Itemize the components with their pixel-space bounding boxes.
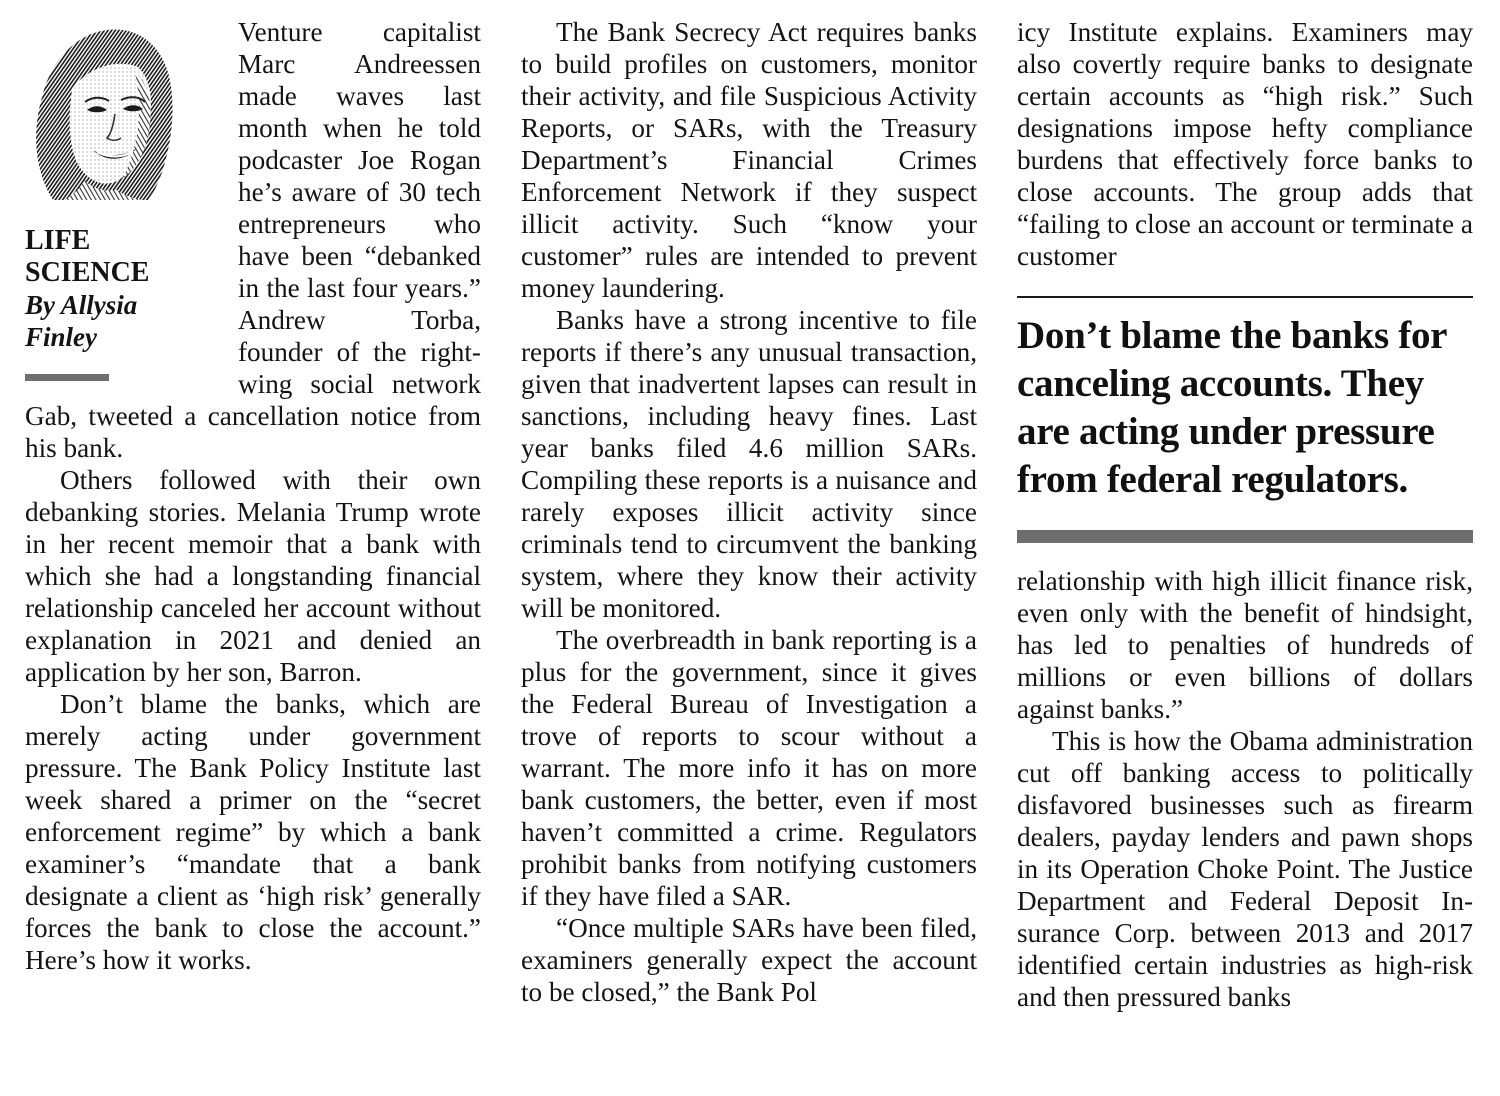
article-column-2 xyxy=(521,16,977,1008)
author-line2: Finley xyxy=(25,322,97,352)
paragraph: Banks have a strong incentive to file reports if there’s any unusual transaction, given that inadvertent lapses can result in sanctions, including heavy fines. Last year banks filed 4.6 million SARs. Compiling these reports is a nuisance and rarely exposes illicit activity since criminals tend to circumvent the banking system, where they know their activity will be monitored. xyxy=(521,305,977,623)
paragraph: This is how the Obama administration cut off banking access to politically disfavored businesses such as firearm dealers, payday lenders and pawn shops in its Operation Choke Point. The Justice Department and Federal Deposit Insurance Corp. between 2013 and 2017 identified certain industries as high-risk and then pressured banks xyxy=(1017,726,1473,1012)
pull-quote xyxy=(1017,296,1473,543)
column-name xyxy=(25,225,149,289)
paragraph: Don’t blame the banks, which are merely acting under government pressure. The Bank Policy Institute last week shared a primer on the “secret enforcement regime” by which a bank examiner’s “mandate that a bank designate a client as ‘high risk’ generally forces the bank to close the account.” Here’s how it works. xyxy=(25,689,481,975)
pull-quote-text: Don’t blame the banks for canceling accounts. They are acting under pressure from federal regulators. xyxy=(1017,314,1447,501)
paragraph: The overbreadth in bank reporting is a plus for the government, since it gives the Federal Bureau of Investigation a trove of reports to scour without a warrant. The more info it has on more bank customers, the better, even if most haven’t committed a crime. Regulators prohibit banks from notifying customers if they have filed a SAR. xyxy=(521,625,977,911)
column-name-line1: LIFE xyxy=(25,225,91,256)
pull-quote-top-rule xyxy=(1017,296,1473,298)
paragraph: icy Institute explains. Examiners may also covertly require banks to designate certain accounts as “high risk.” Such designations impose hefty compliance burdens that effectively force banks to close accounts. The group adds that “failing to close an account or terminate a customer xyxy=(1017,17,1473,271)
paragraph: Others followed with their own debanking stories. Melania Trump wrote in her recent memoir that a bank with which she had a longstanding financial relationship canceled her account without explanation in 2021 and denied an application by her son, Barron. xyxy=(25,465,481,687)
paragraph: Venture capitalist Marc Andreessen made waves last month when he told podcaster Joe Rogan he’s aware of 30 tech entrepreneurs who have been “debanked in the last four years.” Andrew Torba, founder of the right-wing social network Gab, tweeted a cancellation notice from his bank. xyxy=(25,17,481,463)
byline-rule xyxy=(25,374,109,381)
column-name-line2: SCIENCE xyxy=(25,257,150,288)
article-column-1 xyxy=(25,16,481,976)
byline-box xyxy=(25,16,238,384)
author-byline xyxy=(25,289,137,353)
hedcut-portrait-icon xyxy=(25,22,177,200)
article-column-3 xyxy=(1017,16,1473,1013)
paragraph: “Once multiple SARs have been filed, examiners generally expect the account to be closed,” the Bank Pol xyxy=(521,913,977,1007)
author-line1: By Allysia xyxy=(25,290,138,320)
pull-quote-bottom-rule xyxy=(1017,530,1473,543)
paragraph: relationship with high illicit finance risk, even only with the benefit of hindsight, has led to penalties of hundreds of millions or even billions of dollars against banks.” xyxy=(1017,566,1473,724)
paragraph: The Bank Secrecy Act requires banks to build profiles on customers, monitor their activity, and file Suspicious Activity Reports, or SARs, with the Treasury Department’s Financial Crimes Enforcement Network if they suspect illicit activity. Such “know your customer” rules are intended to prevent money laundering. xyxy=(521,17,977,303)
